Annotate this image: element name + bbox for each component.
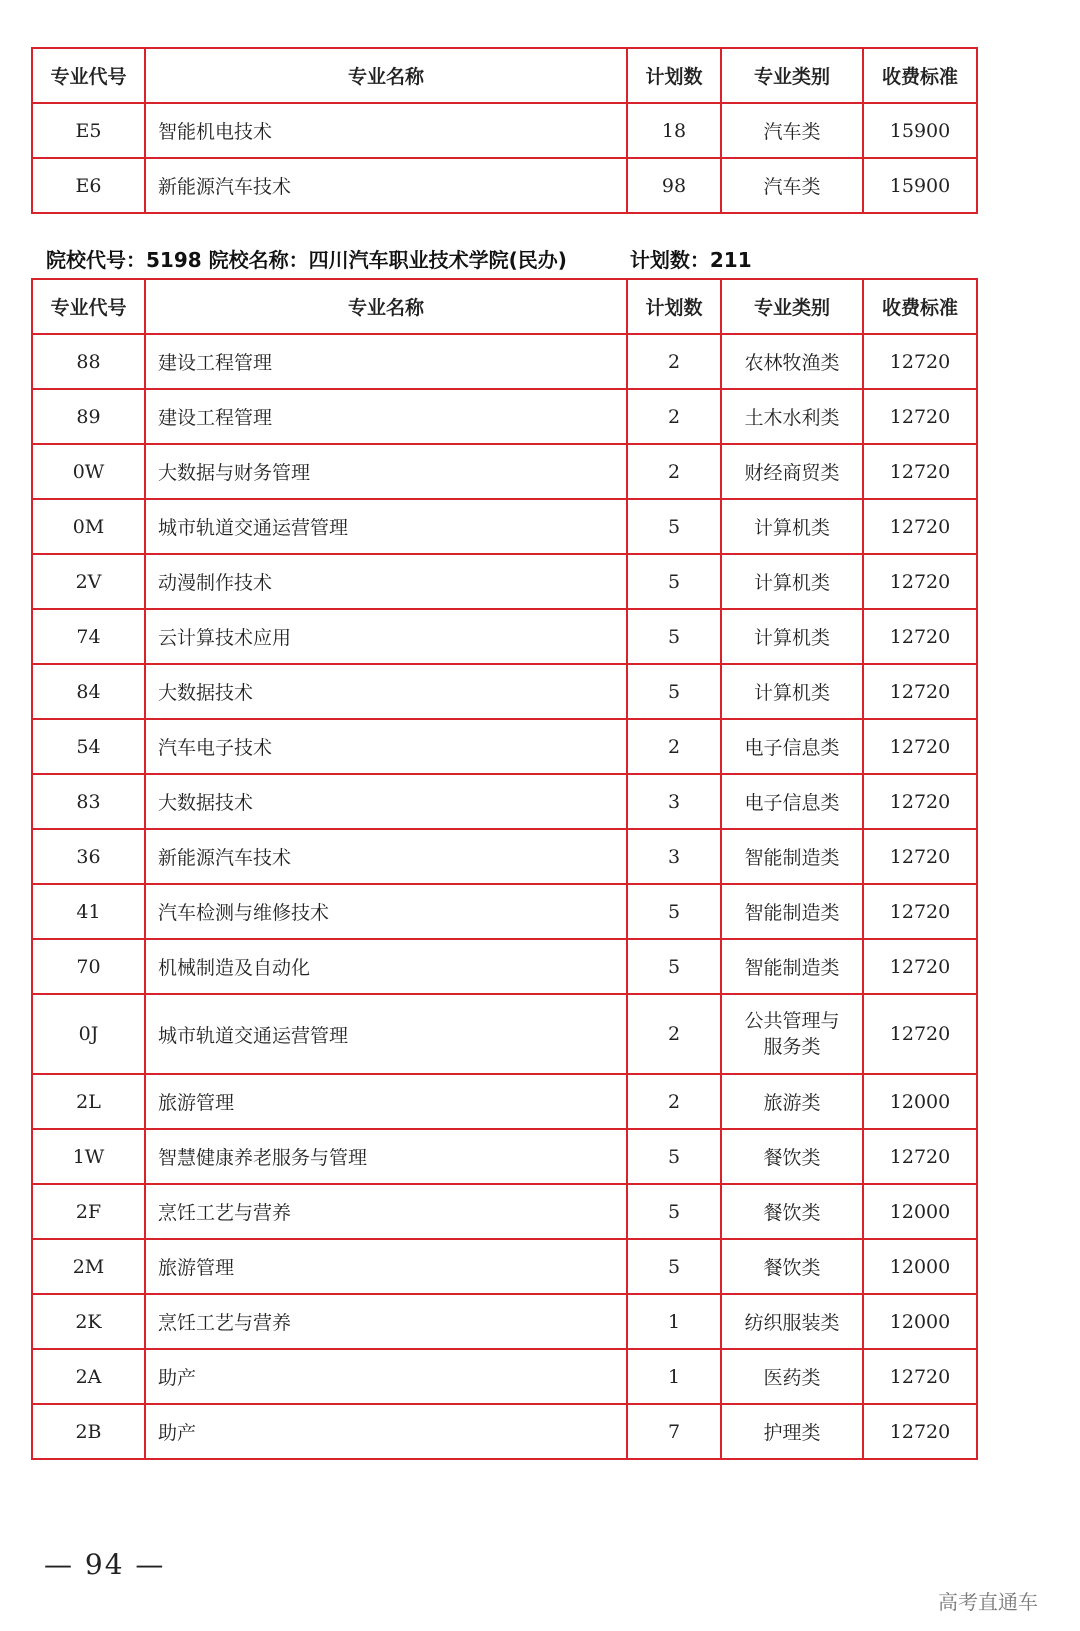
cell-name: 烹饪工艺与营养	[145, 1294, 627, 1349]
cell-code: 0M	[32, 499, 145, 554]
cell-plan: 5	[627, 884, 721, 939]
header-category: 专业类别	[721, 48, 863, 103]
cell-name: 新能源汽车技术	[145, 829, 627, 884]
watermark-text: 高考直通车	[938, 1590, 1038, 1614]
cell-fee: 12720	[863, 334, 977, 389]
cell-fee: 12720	[863, 939, 977, 994]
cell-plan: 5	[627, 1129, 721, 1184]
cell-fee: 12000	[863, 1294, 977, 1349]
table-header-row	[32, 48, 977, 103]
cell-code: 88	[32, 334, 145, 389]
cell-fee: 12000	[863, 1239, 977, 1294]
cell-code: 2B	[32, 1404, 145, 1459]
cell-name: 旅游管理	[145, 1239, 627, 1294]
cell-plan: 2	[627, 719, 721, 774]
cell-category: 餐饮类	[721, 1184, 863, 1239]
cell-name: 大数据技术	[145, 774, 627, 829]
table-row	[32, 158, 977, 213]
cell-category: 计算机类	[721, 609, 863, 664]
cell-fee: 12720	[863, 774, 977, 829]
cell-name: 城市轨道交通运营管理	[145, 499, 627, 554]
cell-fee: 12000	[863, 1184, 977, 1239]
enrollment-table-1	[31, 47, 978, 214]
school-info-line	[46, 244, 752, 272]
cell-plan: 2	[627, 389, 721, 444]
cell-plan: 5	[627, 1239, 721, 1294]
cell-code: 2M	[32, 1239, 145, 1294]
table-row	[32, 829, 977, 884]
cell-fee: 12720	[863, 884, 977, 939]
cell-name: 助产	[145, 1404, 627, 1459]
cell-plan: 18	[627, 103, 721, 158]
cell-fee: 15900	[863, 103, 977, 158]
cell-code: 2F	[32, 1184, 145, 1239]
cell-category: 公共管理与服务类	[721, 994, 863, 1074]
cell-category: 智能制造类	[721, 939, 863, 994]
table-row	[32, 1404, 977, 1459]
cell-name: 云计算技术应用	[145, 609, 627, 664]
table-row	[32, 334, 977, 389]
cell-category: 旅游类	[721, 1074, 863, 1129]
cell-code: E6	[32, 158, 145, 213]
cell-name: 大数据技术	[145, 664, 627, 719]
header-category: 专业类别	[721, 279, 863, 334]
table-row	[32, 1074, 977, 1129]
cell-plan: 98	[627, 158, 721, 213]
table-row	[32, 1349, 977, 1404]
cell-code: 36	[32, 829, 145, 884]
page-number: — 94 —	[44, 1548, 166, 1581]
header-plan: 计划数	[627, 48, 721, 103]
cell-category: 电子信息类	[721, 719, 863, 774]
school-code: 5198	[146, 248, 202, 272]
cell-plan: 5	[627, 1184, 721, 1239]
cell-category: 计算机类	[721, 499, 863, 554]
cell-fee: 12720	[863, 664, 977, 719]
cell-name: 建设工程管理	[145, 389, 627, 444]
cell-name: 城市轨道交通运营管理	[145, 994, 627, 1074]
table-row	[32, 1184, 977, 1239]
cell-code: 70	[32, 939, 145, 994]
table-row	[32, 1239, 977, 1294]
table-row	[32, 1294, 977, 1349]
cell-category: 财经商贸类	[721, 444, 863, 499]
school-plan: 211	[709, 248, 752, 272]
cell-plan: 1	[627, 1349, 721, 1404]
table-row	[32, 774, 977, 829]
school-name-label: 院校名称：	[208, 248, 309, 272]
enrollment-table-2	[31, 278, 978, 1460]
cell-plan: 3	[627, 829, 721, 884]
cell-category: 护理类	[721, 1404, 863, 1459]
table-row	[32, 939, 977, 994]
cell-category: 汽车类	[721, 103, 863, 158]
cell-code: E5	[32, 103, 145, 158]
cell-name: 智慧健康养老服务与管理	[145, 1129, 627, 1184]
cell-name: 汽车电子技术	[145, 719, 627, 774]
table-row	[32, 994, 977, 1074]
cell-code: 41	[32, 884, 145, 939]
cell-fee: 12000	[863, 1074, 977, 1129]
cell-code: 54	[32, 719, 145, 774]
header-name: 专业名称	[145, 48, 627, 103]
cell-category: 智能制造类	[721, 829, 863, 884]
cell-fee: 15900	[863, 158, 977, 213]
cell-name: 动漫制作技术	[145, 554, 627, 609]
cell-category: 医药类	[721, 1349, 863, 1404]
cell-code: 0J	[32, 994, 145, 1074]
header-code: 专业代号	[32, 279, 145, 334]
cell-fee: 12720	[863, 554, 977, 609]
cell-code: 83	[32, 774, 145, 829]
cell-category: 土木水利类	[721, 389, 863, 444]
cell-fee: 12720	[863, 499, 977, 554]
cell-code: 0W	[32, 444, 145, 499]
table-row	[32, 499, 977, 554]
table-row	[32, 389, 977, 444]
cell-category: 餐饮类	[721, 1239, 863, 1294]
cell-plan: 2	[627, 1074, 721, 1129]
cell-plan: 3	[627, 774, 721, 829]
cell-name: 旅游管理	[145, 1074, 627, 1129]
cell-fee: 12720	[863, 444, 977, 499]
header-code: 专业代号	[32, 48, 145, 103]
cell-code: 84	[32, 664, 145, 719]
cell-name: 汽车检测与维修技术	[145, 884, 627, 939]
cell-name: 新能源汽车技术	[145, 158, 627, 213]
school-name: 四川汽车职业技术学院(民办)	[308, 248, 567, 272]
school-code-label: 院校代号：	[46, 248, 146, 272]
cell-name: 大数据与财务管理	[145, 444, 627, 499]
cell-code: 2V	[32, 554, 145, 609]
table-row	[32, 719, 977, 774]
cell-name: 建设工程管理	[145, 334, 627, 389]
cell-name: 烹饪工艺与营养	[145, 1184, 627, 1239]
cell-category: 农林牧渔类	[721, 334, 863, 389]
school-plan-label: 计划数：	[629, 248, 710, 272]
cell-code: 2A	[32, 1349, 145, 1404]
cell-name: 机械制造及自动化	[145, 939, 627, 994]
cell-category: 计算机类	[721, 664, 863, 719]
header-plan: 计划数	[627, 279, 721, 334]
table-row	[32, 664, 977, 719]
cell-fee: 12720	[863, 1404, 977, 1459]
header-fee: 收费标准	[863, 279, 977, 334]
cell-category: 电子信息类	[721, 774, 863, 829]
cell-plan: 2	[627, 444, 721, 499]
cell-plan: 5	[627, 609, 721, 664]
cell-fee: 12720	[863, 719, 977, 774]
cell-fee: 12720	[863, 994, 977, 1074]
table-row	[32, 444, 977, 499]
cell-fee: 12720	[863, 1349, 977, 1404]
header-name: 专业名称	[145, 279, 627, 334]
table-row	[32, 1129, 977, 1184]
cell-plan: 5	[627, 664, 721, 719]
cell-plan: 1	[627, 1294, 721, 1349]
cell-name: 助产	[145, 1349, 627, 1404]
cell-plan: 5	[627, 939, 721, 994]
table-header-row	[32, 279, 977, 334]
table-2-body	[32, 334, 977, 1459]
cell-code: 2L	[32, 1074, 145, 1129]
cell-code: 74	[32, 609, 145, 664]
cell-fee: 12720	[863, 1129, 977, 1184]
cell-name: 智能机电技术	[145, 103, 627, 158]
cell-fee: 12720	[863, 609, 977, 664]
cell-code: 89	[32, 389, 145, 444]
table-row	[32, 554, 977, 609]
cell-fee: 12720	[863, 389, 977, 444]
cell-code: 1W	[32, 1129, 145, 1184]
table-1-body	[32, 103, 977, 213]
header-fee: 收费标准	[863, 48, 977, 103]
cell-category: 汽车类	[721, 158, 863, 213]
cell-plan: 2	[627, 334, 721, 389]
cell-category: 餐饮类	[721, 1129, 863, 1184]
cell-category: 计算机类	[721, 554, 863, 609]
table-row	[32, 884, 977, 939]
cell-plan: 5	[627, 499, 721, 554]
cell-category: 纺织服装类	[721, 1294, 863, 1349]
cell-category: 智能制造类	[721, 884, 863, 939]
cell-plan: 2	[627, 994, 721, 1074]
cell-plan: 7	[627, 1404, 721, 1459]
cell-plan: 5	[627, 554, 721, 609]
cell-fee: 12720	[863, 829, 977, 884]
cell-code: 2K	[32, 1294, 145, 1349]
table-row	[32, 609, 977, 664]
table-row	[32, 103, 977, 158]
